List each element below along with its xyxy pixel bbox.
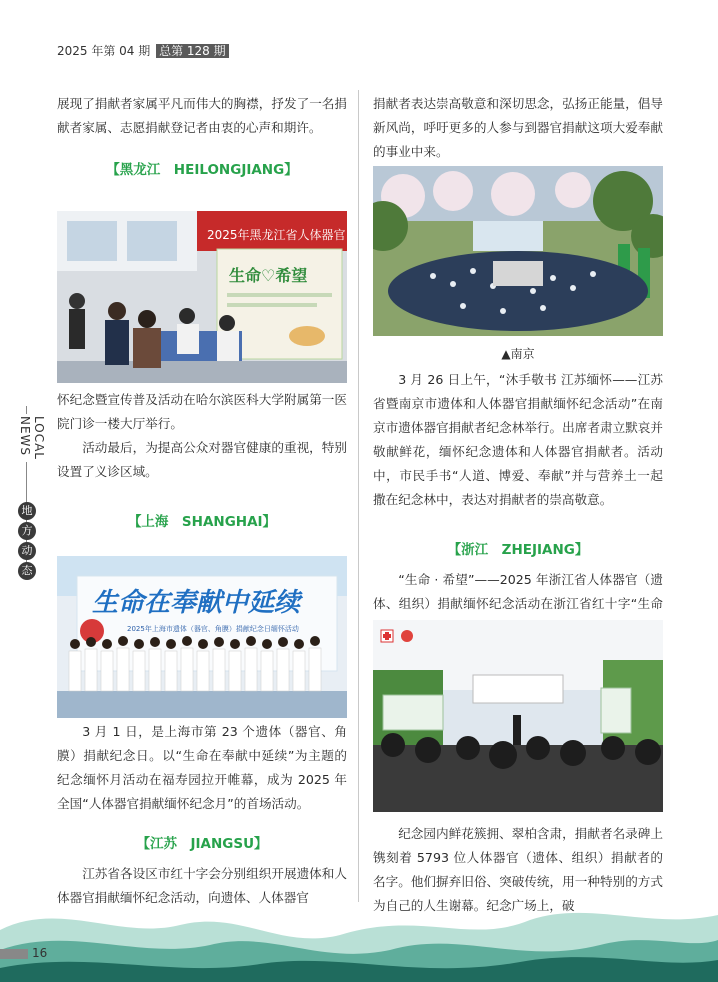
banner-year-text: 2025年黑龙江省人体器官 [207, 228, 346, 242]
issue-number: 2025 年第 04 期 [57, 44, 151, 58]
section-char: 动 [18, 542, 36, 560]
red-cross-logo-icon [381, 630, 393, 642]
total-issue-badge: 总第 128 期 [156, 44, 229, 58]
zhejiang-paragraph-2: 纪念园内鲜花簇拥、翠柏含肃，捐献者名录碑上镌刻着 5793 位人体器官（遗体、组织）捐献者的名字。他们摒弃旧俗、突破传统，用一种特别的方式为自己的人生谢幕。纪念广场上，破 [373, 826, 663, 913]
page-number-bar [0, 949, 28, 959]
heading-jiangsu: 【江苏 JIANGSU】 [136, 836, 268, 852]
page-number-text: 16 [32, 946, 48, 960]
section-char: 态 [18, 562, 36, 580]
jiangsu-paragraph-1: 江苏省各设区市红十字会分别组织开展遗体和人体器官捐献缅怀纪念活动，向遗体、人体器官 [57, 866, 347, 905]
zhejiang-photo [373, 620, 663, 812]
right-column [373, 92, 663, 164]
nanjing-caption: ▲南京 [501, 347, 535, 361]
shanghai-paragraph-1: 3 月 1 日，是上海市第 23 个遗体（器官、角膜）捐献纪念日。以“生命在奉献中延续”为主题的纪念缅怀月活动在福寿园拉开帷幕，成为 2025 年全国“人体器官捐献缅怀纪念月”的首场活动。 [57, 724, 347, 811]
jiangsu-continuation: 捐献者表达崇高敬意和深切思念，弘扬正能量，倡导新风尚，呼吁更多的人参与到器官捐献这项大爱奉献的事业中来。 [373, 96, 663, 159]
page-number [0, 946, 52, 962]
intro-paragraph: 展现了捐献者家属平凡而伟大的胸襟，抒发了一名捐献者家属、志愿捐献登记者由衷的心声和期许。 [57, 96, 347, 135]
zhejiang-paragraph-1: “生命 · 希望”——2025 年浙江省人体器官（遗体、组织）捐献缅怀纪念活动在浙江省红十字“生命 [373, 572, 663, 611]
heading-shanghai: 【上海 SHANGHAI】 [127, 514, 277, 530]
section-char: 方 [18, 522, 36, 540]
heilongjiang-paragraph-1: 怀纪念暨宣传普及活动在哈尔滨医科大学附属第一医院门诊一楼大厅举行。 [57, 392, 347, 431]
column-divider [358, 90, 359, 902]
heading-heilongjiang: 【黑龙江 HEILONGJIANG】 [106, 162, 298, 178]
shanghai-photo [57, 556, 347, 718]
shanghai-banner-slogan: 生命在奉献中延续 [92, 588, 301, 618]
issue-header [57, 42, 229, 59]
heading-zhejiang: 【浙江 ZHEJIANG】 [447, 542, 589, 558]
right-column-lower [373, 368, 663, 640]
footer-wave-decoration [0, 890, 718, 982]
section-char: 地 [18, 502, 36, 520]
heilongjiang-photo [57, 211, 347, 383]
nanjing-photo [373, 166, 663, 336]
section-title-en: LOCAL NEWS [18, 416, 46, 460]
nanjing-paragraph: 3 月 26 日上午，“沐手敬书 江苏缅怀——江苏省暨南京市遗体和人体器官捐献缅怀纪念活动”在南京市遗体器官捐献者纪念林举行。出席者肃立默哀并敬献鲜花，缅怀纪念遗体和人体器官捐献者。活动中，市民手书“人道、博爱、奉献”并与营养土一起撒在纪念林中，表达对捐献者的崇高敬意。 [373, 372, 663, 507]
section-title-cn [18, 502, 36, 582]
heilongjiang-paragraph-2: 活动最后，为提高公众对器官健康的重视，特别设置了义诊区域。 [57, 440, 347, 479]
banner-slogan-text: 生命♡希望 [229, 266, 308, 285]
shanghai-banner-subtitle: 2025年上海市遗体（器官、角膜）捐献纪念日缅怀活动 [127, 625, 299, 633]
